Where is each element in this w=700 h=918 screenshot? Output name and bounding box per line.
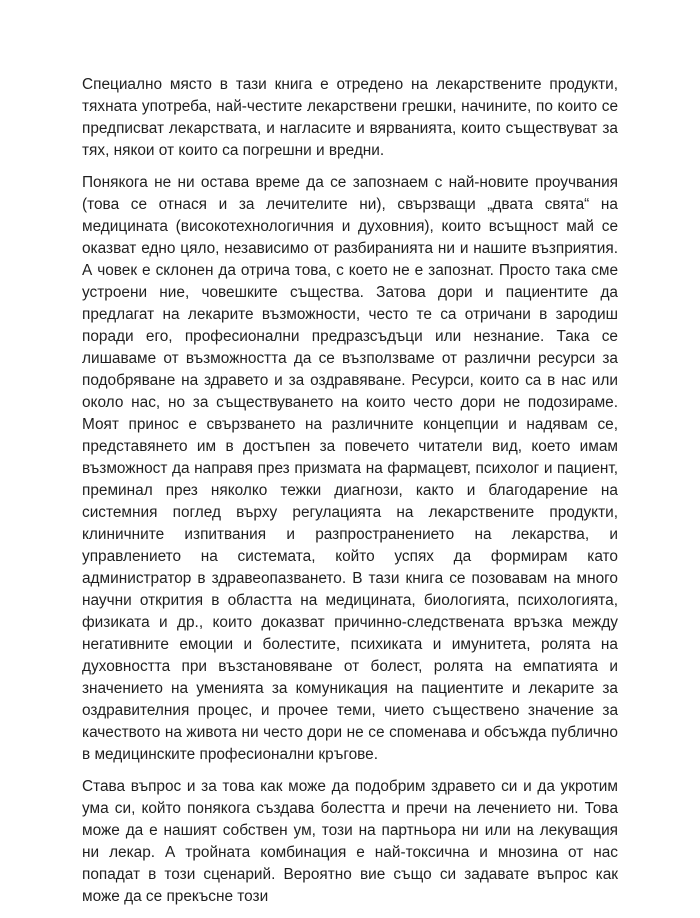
paragraph-1: Специално място в тази книга е отредено на лекарствените продукти, тяхната употреба, най-честите лекарствени грешки, начините, по които се предписват лекарствата, и нагласите и вярванията, които съществуват за тях, някои от които са погрешни и вредни. [82, 76, 618, 159]
document-body [82, 74, 618, 918]
paragraph-2: Понякога не ни остава време да се запознаем с най-новите проучвания (това се отнася и за лечителите ни), свързващи „двата свята“ на медицината (високотехнологичния и духовния), които всъщност май се оказват едно цяло, независимо от разбиранията ни и нашите възприятия. А човек е склонен да отрича това, с което не е запознат. Просто така сме устроени ние, човешките същества. Затова дори и пациентите да предлагат на лекарите възможности, често те са отричани в зародиш поради его, професионални предразсъдъци или незнание. Така се лишаваме от възможността да се възползваме от различни ресурси за подобряване на здравето и за оздравяване. Ресурси, които са в нас или около нас, но за съществуването на които често дори не подозираме. Моят принос е свързването на различните концепции и надявам се, представянето им в достъпен за повечето читатели вид, което имам възможност да направя през призмата на фармацевт, психолог и пациент, преминал през няколко тежки диагнози, както и благодарение на системния поглед върху регулацията на лекарствените продукти, клиничните изпитвания и разпространението на лекарства, и управлението на системата, който успях да формирам като администратор в здравеопазването. В тази книга се позовавам на много научни открития в областта на медицината, биологията, психологията, физиката и др., които доказват причинно-следствената връзка между негативните емоции и болестите, психиката и имунитета, ролята на духовността при възстановяване от болест, ролята на емпатията и значението на уменията за комуникация на пациентите и лекарите за оздравителния процес, и прочее теми, чието съществено значение за качеството на живота ни често дори не се споменава и обсъжда публично в медицинските професионални кръгове. [82, 174, 618, 763]
paragraph-3: Става въпрос и за това как може да подобрим здравето си и да укротим ума си, който понякога създава болестта и пречи на лечението ни. Това може да е нашият собствен ум, този на партньора ни или на лекуващия ни лекар. А тройната комбинация е най-токсична и мнозина от нас попадат в този сценарий. Вероятно вие също си задавате въпрос как може да се прекъсне този [82, 778, 618, 905]
